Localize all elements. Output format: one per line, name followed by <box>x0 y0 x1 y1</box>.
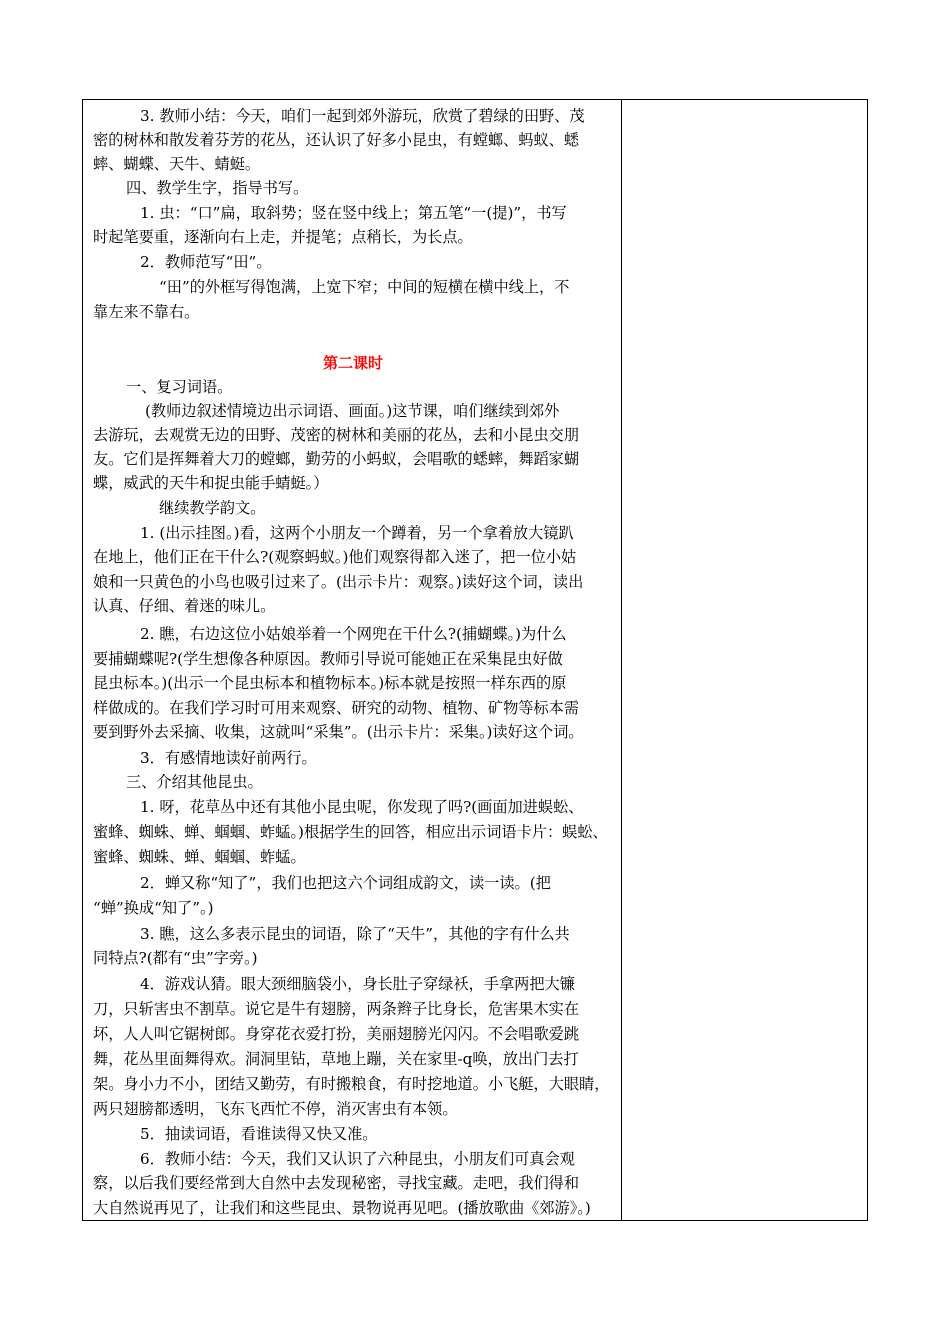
text-line: 要到野外去采摘、收集，这就叫“采集”。(出示卡片：采集。)读好这个词。 <box>93 723 584 741</box>
text-line: 密的树林和散发着芬芳的花丛，还认识了好多小昆虫，有螳螂、蚂蚁、蟋 <box>93 131 579 149</box>
text-line: 去游玩，去观赏无边的田野、茂密的树林和美丽的花丛，去和小昆虫交朋 <box>93 426 579 444</box>
text-line: 两只翅膀都透明，飞东飞西忙不停，消灭害虫有本领。 <box>93 1100 458 1118</box>
text-line: 蟀、蝴蝶、天牛、蜻蜓。 <box>93 155 261 173</box>
text-line: 察，以后我们要经常到大自然中去发现秘密，寻找宝藏。走吧，我们得和 <box>93 1174 579 1192</box>
text-line: 2．蝉又称“知了”，我们也把这六个词组成韵文，读一读。(把 <box>140 874 551 892</box>
text-line: 2. 瞧，右边这位小姑娘举着一个网兜在干什么?(捕蝴蝶。)为什么 <box>140 625 567 643</box>
text-line: “田”的外框写得饱满，上宽下窄；中间的短横在横中线上，不 <box>159 278 570 296</box>
text-line: 架。身小力不小，团结又勤劳，有时搬粮食，有时挖地道。小飞艇，大眼睛， <box>93 1075 610 1093</box>
text-line: 大自然说再见了，让我们和这些昆虫、景物说再见吧。(播放歌曲《郊游》。) <box>93 1199 591 1217</box>
text-line: 蜜蜂、蜘蛛、蝉、蝈蝈、蚱蜢。 <box>93 848 306 866</box>
text-line: (教师边叙述情境边出示词语、画面。)这节课，咱们继续到郊外 <box>145 402 560 420</box>
text-line: “蝉”换成“知了”。) <box>93 899 214 917</box>
text-line: 2．教师范写“田”。 <box>140 253 272 271</box>
text-line: 同特点?(都有“虫”字旁。) <box>93 949 258 967</box>
text-line: 舞，花丛里面舞得欢。洞洞里钻，草地上蹦，关在家里-q唤，放出门去打 <box>93 1050 579 1068</box>
text-line: 1. 虫：“口”扁，取斜势；竖在竖中线上；第五笔“一(提)”，书写 <box>140 204 567 222</box>
text-line: 1. (出示挂图。)看，这两个小朋友一个蹲着，另一个拿着放大镜趴 <box>140 524 574 542</box>
section-heading: 一、复习词语。 <box>126 378 233 396</box>
text-line: 3．有感情地读好前两行。 <box>140 749 317 767</box>
text-line: 3. 瞧，这么多表示昆虫的词语，除了“天牛”，其他的字有什么共 <box>140 925 570 943</box>
text-line: 3. 教师小结：今天，咱们一起到郊外游玩，欣赏了碧绿的田野、茂 <box>140 107 585 125</box>
text-line: 娘和一只黄色的小鸟也吸引过来了。(出示卡片：观察。)读好这个词，读出 <box>93 573 584 591</box>
section-heading: 四、教学生字，指导书写。 <box>126 179 309 197</box>
section-heading: 三、介绍其他昆虫。 <box>126 773 263 791</box>
text-line: 样做成的。在我们学习时可用来观察、研究的动物、植物、矿物等标本需 <box>93 699 579 717</box>
lesson-period-heading: 第二课时 <box>322 354 383 372</box>
text-line: 继续教学韵文。 <box>159 499 266 517</box>
text-line: 认真、仔细、着迷的味儿。 <box>93 597 276 615</box>
lesson-table <box>82 99 868 1221</box>
lesson-content-cell <box>83 100 622 1220</box>
text-line: 靠左来不靠右。 <box>93 303 200 321</box>
text-line: 5．抽读词语，看谁读得又快又准。 <box>140 1125 378 1143</box>
text-line: 友。它们是挥舞着大刀的螳螂，勤劳的小蚂蚁，会唱歌的蟋蟀，舞蹈家蝴 <box>93 450 579 468</box>
notes-cell <box>622 100 867 1220</box>
text-line: 蜜蜂、蜘蛛、蝉、蝈蝈、蚱蜢。)根据学生的回答，相应出示词语卡片：蜈蚣、 <box>93 823 608 841</box>
text-line: 4．游戏认猜。眼大颈细脑袋小，身长肚子穿绿袄，手拿两把大镰 <box>140 975 575 993</box>
text-line: 坏，人人叫它锯树郎。身穿花衣爱打扮，美丽翅膀光闪闪。不会唱歌爱跳 <box>93 1025 579 1043</box>
text-line: 1. 呀，花草丛中还有其他小昆虫呢，你发现了吗?(画面加进蜈蚣、 <box>140 798 584 816</box>
text-line: 昆虫标本。)(出示一个昆虫标本和植物标本。)标本就是按照一样东西的原 <box>93 674 567 692</box>
text-line: 要捕蝴蝶呢?(学生想像各种原因。教师引导说可能她正在采集昆虫好做 <box>93 650 563 668</box>
text-line: 在地上，他们正在干什么?(观察蚂蚁。)他们观察得都入迷了，把一位小姑 <box>93 548 577 566</box>
text-line: 刀，只斩害虫不割草。说它是牛有翅膀，两条辫子比身长，危害果木实在 <box>93 1000 579 1018</box>
text-line: 蝶，威武的天牛和捉虫能手蜻蜓。） <box>93 474 329 492</box>
text-line: 时起笔要重，逐渐向右上走，并提笔；点稍长，为长点。 <box>93 228 473 246</box>
text-line: 6．教师小结：今天，我们又认识了六种昆虫，小朋友们可真会观 <box>140 1150 575 1168</box>
